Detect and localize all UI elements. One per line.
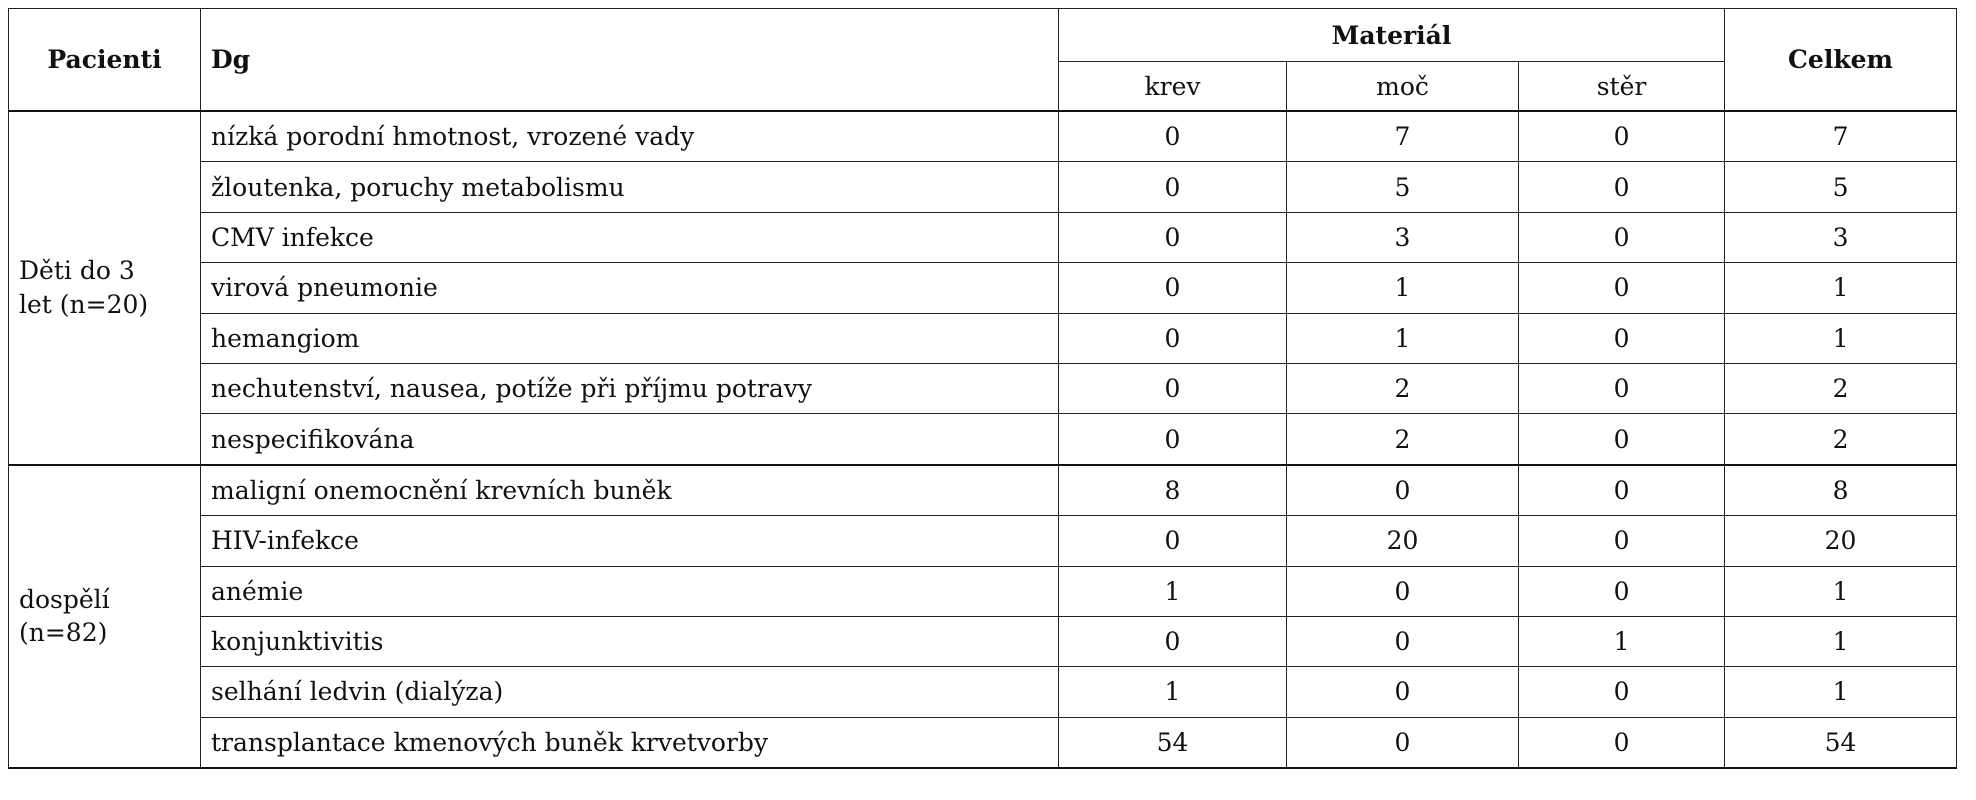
table-row (9, 667, 1957, 717)
cell-total: 20 (1725, 516, 1957, 566)
cell-dg: transplantace kmenových buněk krvetvorby (201, 717, 1059, 768)
group-label-line1: Děti do 3 (19, 256, 135, 286)
results-table (8, 8, 1957, 769)
cell-moc: 7 (1287, 111, 1519, 162)
cell-dg: selhání ledvin (dialýza) (201, 667, 1059, 717)
subheader-moc: moč (1287, 62, 1519, 112)
cell-dg: nechutenství, nausea, potíže při příjmu potravy (201, 363, 1059, 413)
cell-krev: 0 (1059, 162, 1287, 212)
cell-dg: CMV infekce (201, 212, 1059, 262)
cell-moc: 20 (1287, 516, 1519, 566)
cell-moc: 0 (1287, 717, 1519, 768)
cell-total: 8 (1725, 465, 1957, 516)
cell-krev: 0 (1059, 212, 1287, 262)
cell-ster: 0 (1519, 667, 1725, 717)
subheader-krev: krev (1059, 62, 1287, 112)
cell-ster: 0 (1519, 212, 1725, 262)
cell-dg: nespecifikována (201, 414, 1059, 465)
cell-ster: 0 (1519, 162, 1725, 212)
cell-moc: 0 (1287, 566, 1519, 616)
cell-ster: 0 (1519, 414, 1725, 465)
cell-moc: 2 (1287, 363, 1519, 413)
table-container (8, 8, 1957, 769)
subheader-ster: stěr (1519, 62, 1725, 112)
cell-moc: 0 (1287, 616, 1519, 666)
cell-ster: 1 (1519, 616, 1725, 666)
cell-krev: 1 (1059, 667, 1287, 717)
cell-krev: 0 (1059, 616, 1287, 666)
cell-ster: 0 (1519, 465, 1725, 516)
group-label-line2: (n=82) (19, 618, 108, 648)
cell-total: 3 (1725, 212, 1957, 262)
cell-krev: 0 (1059, 516, 1287, 566)
cell-moc: 3 (1287, 212, 1519, 262)
cell-total: 1 (1725, 263, 1957, 313)
cell-total: 2 (1725, 414, 1957, 465)
cell-ster: 0 (1519, 516, 1725, 566)
cell-total: 7 (1725, 111, 1957, 162)
cell-moc: 0 (1287, 465, 1519, 516)
cell-ster: 0 (1519, 363, 1725, 413)
group-label-adults (9, 465, 201, 768)
cell-ster: 0 (1519, 717, 1725, 768)
table-row (9, 313, 1957, 363)
cell-ster: 0 (1519, 566, 1725, 616)
cell-dg: virová pneumonie (201, 263, 1059, 313)
cell-moc: 5 (1287, 162, 1519, 212)
cell-krev: 8 (1059, 465, 1287, 516)
table-row (9, 414, 1957, 465)
cell-total: 1 (1725, 313, 1957, 363)
cell-krev: 0 (1059, 263, 1287, 313)
cell-dg: HIV-infekce (201, 516, 1059, 566)
table-row (9, 465, 1957, 516)
table-row (9, 162, 1957, 212)
cell-krev: 1 (1059, 566, 1287, 616)
cell-dg: nízká porodní hmotnost, vrozené vady (201, 111, 1059, 162)
cell-total: 54 (1725, 717, 1957, 768)
cell-dg: hemangiom (201, 313, 1059, 363)
cell-krev: 0 (1059, 313, 1287, 363)
cell-ster: 0 (1519, 263, 1725, 313)
header-patients: Pacienti (9, 9, 201, 112)
table-row (9, 717, 1957, 768)
cell-total: 1 (1725, 616, 1957, 666)
cell-dg: maligní onemocnění krevních buněk (201, 465, 1059, 516)
cell-krev: 0 (1059, 363, 1287, 413)
cell-ster: 0 (1519, 111, 1725, 162)
cell-total: 1 (1725, 566, 1957, 616)
table-row (9, 111, 1957, 162)
header-total: Celkem (1725, 9, 1957, 112)
cell-krev: 54 (1059, 717, 1287, 768)
group-label-children (9, 111, 201, 465)
cell-ster: 0 (1519, 313, 1725, 363)
cell-total: 1 (1725, 667, 1957, 717)
table-row (9, 566, 1957, 616)
group-label-line2: let (n=20) (19, 289, 149, 319)
cell-dg: konjunktivitis (201, 616, 1059, 666)
header-material: Materiál (1059, 9, 1725, 62)
group-label-line1: dospělí (19, 584, 110, 614)
header-dg: Dg (201, 9, 1059, 112)
cell-dg: anémie (201, 566, 1059, 616)
cell-dg: žloutenka, poruchy metabolismu (201, 162, 1059, 212)
cell-moc: 1 (1287, 263, 1519, 313)
cell-moc: 1 (1287, 313, 1519, 363)
table-row (9, 363, 1957, 413)
cell-krev: 0 (1059, 111, 1287, 162)
cell-total: 2 (1725, 363, 1957, 413)
cell-total: 5 (1725, 162, 1957, 212)
table-row (9, 212, 1957, 262)
cell-moc: 2 (1287, 414, 1519, 465)
table-row (9, 616, 1957, 666)
cell-krev: 0 (1059, 414, 1287, 465)
table-row (9, 263, 1957, 313)
table-row (9, 516, 1957, 566)
cell-moc: 0 (1287, 667, 1519, 717)
